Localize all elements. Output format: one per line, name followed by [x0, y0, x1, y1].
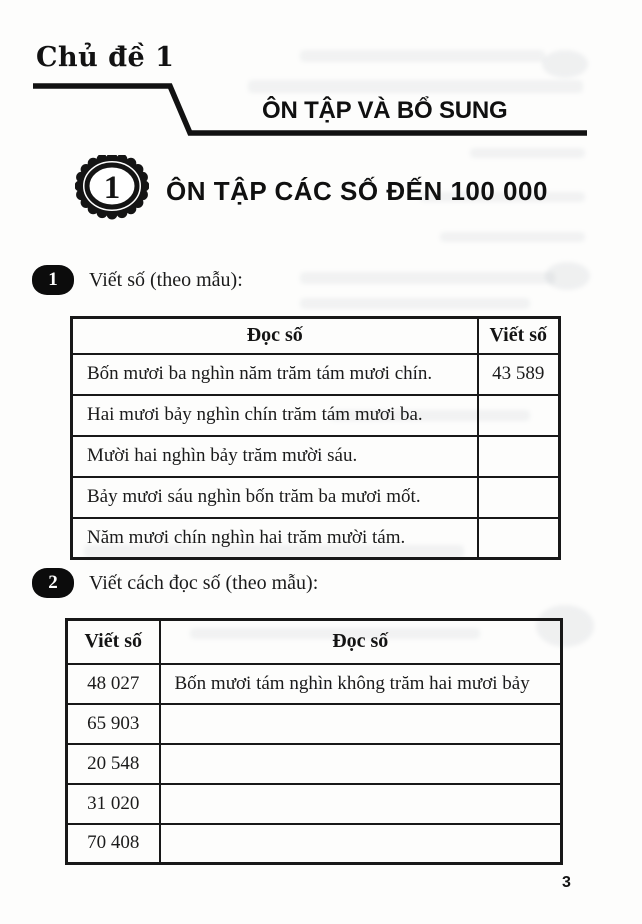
- doc-so-cell: Năm mươi chín nghìn hai trăm mười tám.: [72, 518, 478, 559]
- viet-so-cell: 43 589: [478, 354, 560, 395]
- chapter-label: Chủ đề 1: [36, 42, 175, 73]
- table-row: [72, 518, 560, 559]
- viet-so-cell: 31 020: [67, 784, 160, 824]
- viet-so-cell: 65 903: [67, 704, 160, 744]
- viet-so-cell: [478, 518, 560, 559]
- viet-so-cell: 70 408: [67, 824, 160, 864]
- table-row: [67, 704, 562, 744]
- bleedthrough-smudge: [300, 298, 530, 309]
- column-header-viet-so: Viết số: [478, 318, 560, 354]
- table-row: [72, 395, 560, 436]
- table-header-row: [72, 318, 560, 354]
- table-row: [72, 354, 560, 395]
- table-header-row: [67, 620, 562, 664]
- exercise2-prompt: Viết cách đọc số (theo mẫu):: [89, 571, 319, 594]
- doc-so-cell: [160, 824, 562, 864]
- exercise1-header: [32, 265, 243, 295]
- column-header-doc-so: Đọc số: [72, 318, 478, 354]
- table-row: [67, 744, 562, 784]
- doc-so-cell: Bốn mươi tám nghìn không trăm hai mươi bảy: [160, 664, 562, 704]
- viet-so-cell: 20 548: [67, 744, 160, 784]
- column-header-viet-so: Viết số: [67, 620, 160, 664]
- viet-so-cell: 48 027: [67, 664, 160, 704]
- exercise2-number-badge: 2: [32, 568, 74, 598]
- table-row: [72, 477, 560, 518]
- doc-so-cell: [160, 744, 562, 784]
- doc-so-cell: Hai mươi bảy nghìn chín trăm tám mươi ba.: [72, 395, 478, 436]
- exercise2-header: [32, 568, 318, 598]
- exercise2-table: [65, 618, 563, 865]
- table-row: [67, 784, 562, 824]
- doc-so-cell: [160, 784, 562, 824]
- bleedthrough-smudge: [470, 148, 585, 158]
- lesson-title: ÔN TẬP CÁC SỐ ĐẾN 100 000: [166, 176, 548, 206]
- viet-so-cell: [478, 436, 560, 477]
- lesson-rosette-icon: [75, 155, 149, 221]
- table-row: [67, 824, 562, 864]
- bleedthrough-smudge: [545, 262, 590, 290]
- doc-so-cell: Mười hai nghìn bảy trăm mười sáu.: [72, 436, 478, 477]
- doc-so-cell: Bốn mươi ba nghìn năm trăm tám mươi chín.: [72, 354, 478, 395]
- bleedthrough-smudge: [300, 272, 555, 284]
- lesson-number: 1: [103, 170, 121, 206]
- table-row: [67, 664, 562, 704]
- page-number: 3: [562, 874, 571, 891]
- viet-so-cell: [478, 477, 560, 518]
- exercise1-table: [70, 316, 561, 560]
- doc-so-cell: [160, 704, 562, 744]
- doc-so-cell: Bảy mươi sáu nghìn bốn trăm ba mươi mốt.: [72, 477, 478, 518]
- banner-title: ÔN TẬP VÀ BỔ SUNG: [262, 97, 508, 124]
- column-header-doc-so: Đọc số: [160, 620, 562, 664]
- viet-so-cell: [478, 395, 560, 436]
- exercise1-prompt: Viết số (theo mẫu):: [89, 268, 243, 291]
- bleedthrough-smudge: [440, 232, 585, 242]
- table-row: [72, 436, 560, 477]
- exercise1-number-badge: 1: [32, 265, 74, 295]
